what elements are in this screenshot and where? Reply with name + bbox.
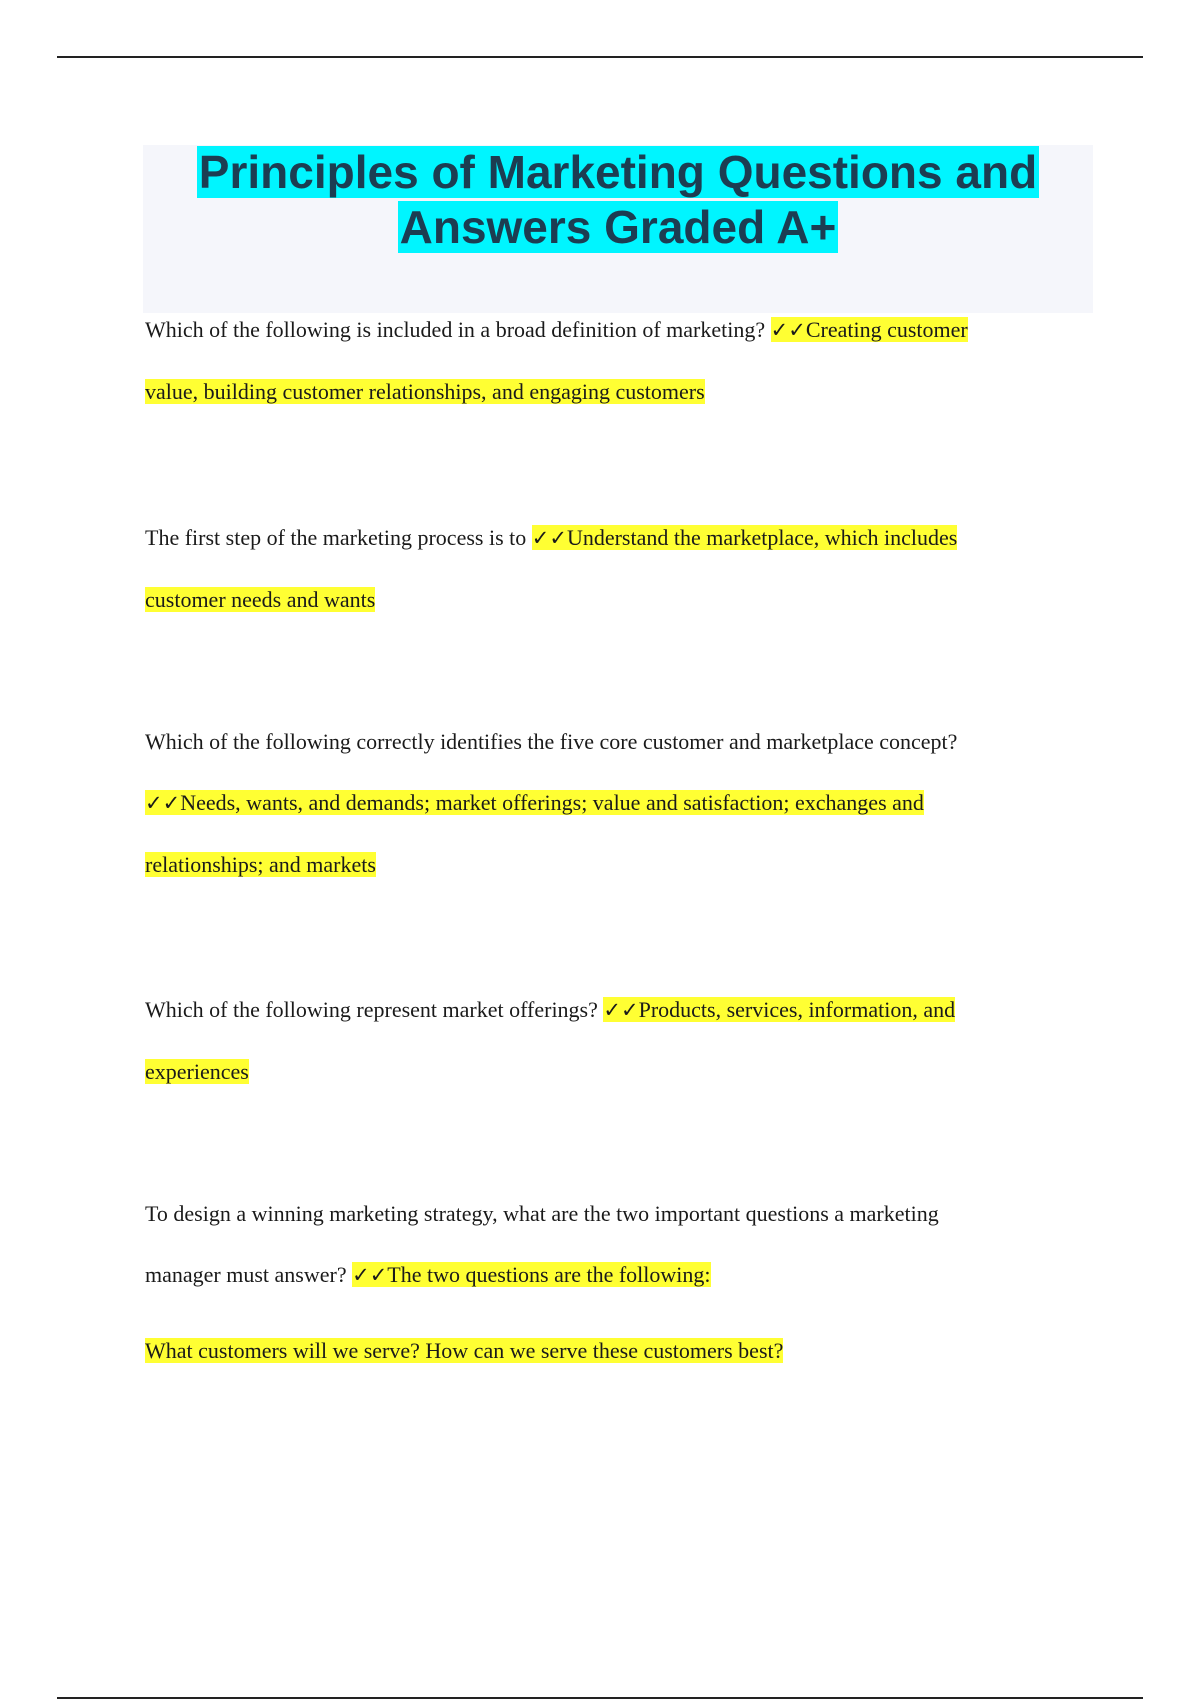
title-line-2: Answers Graded A+ <box>399 201 837 253</box>
answer-text <box>352 1262 710 1287</box>
title-block <box>143 145 1093 313</box>
document-title <box>143 145 1093 255</box>
qa-line <box>145 834 1065 895</box>
qa-line <box>145 979 1065 1041</box>
check-icon: ✓✓ <box>352 1263 388 1287</box>
qa-item-2 <box>145 507 1065 630</box>
answer-line-1: The two questions are the following: <box>387 1262 711 1287</box>
check-icon: ✓✓ <box>531 526 567 550</box>
answer-text <box>603 997 955 1022</box>
question-text: Which of the following is included in a broad definition of marketing? <box>145 317 771 342</box>
question-text: Which of the following correctly identifies the five core customer and marketplace concept? <box>145 729 958 754</box>
qa-line <box>145 299 1065 361</box>
answer-line-1: Creating customer <box>805 317 968 342</box>
qa-line <box>145 361 1065 422</box>
qa-item-3 <box>145 711 1065 895</box>
check-icon: ✓✓ <box>145 791 181 815</box>
qa-line <box>145 1183 1065 1244</box>
answer-line-1: Needs, wants, and demands; market offerings; value and satisfaction; exchanges and <box>180 790 924 815</box>
answer-line-2: relationships; and markets <box>145 852 376 877</box>
answer-text <box>771 317 968 342</box>
question-text: The first step of the marketing process is to <box>145 525 532 550</box>
top-rule <box>57 56 1143 58</box>
qa-line <box>145 1244 1065 1306</box>
bottom-rule <box>57 1697 1143 1699</box>
answer-line-1: Understand the marketplace, which includes <box>566 525 958 550</box>
answer-line-1: Products, services, information, and <box>638 997 956 1022</box>
question-text: Which of the following represent market offerings? <box>145 997 604 1022</box>
answer-text <box>145 790 924 815</box>
question-line-2: manager must answer? <box>145 1262 353 1287</box>
qa-line <box>145 711 1065 772</box>
qa-item-1 <box>145 299 1065 422</box>
answer-line-2: experiences <box>145 1059 249 1084</box>
check-icon: ✓✓ <box>603 998 639 1022</box>
answer-text <box>532 525 958 550</box>
answer-line-2: What customers will we serve? How can we serve these customers best? <box>145 1338 784 1363</box>
title-line-1: Principles of Marketing Questions and <box>198 146 1038 198</box>
qa-item-5-answer-continuation <box>145 1331 783 1371</box>
qa-item-5 <box>145 1183 1065 1306</box>
check-icon: ✓✓ <box>770 318 806 342</box>
qa-line <box>145 772 1065 834</box>
question-line-1: To design a winning marketing strategy, what are the two important questions a marketing <box>145 1201 939 1226</box>
answer-line-2: customer needs and wants <box>145 587 376 612</box>
qa-line <box>145 1041 1065 1102</box>
qa-line <box>145 507 1065 569</box>
answer-line-2: value, building customer relationships, and engaging customers <box>145 379 705 404</box>
qa-item-4 <box>145 979 1065 1102</box>
qa-line <box>145 569 1065 630</box>
